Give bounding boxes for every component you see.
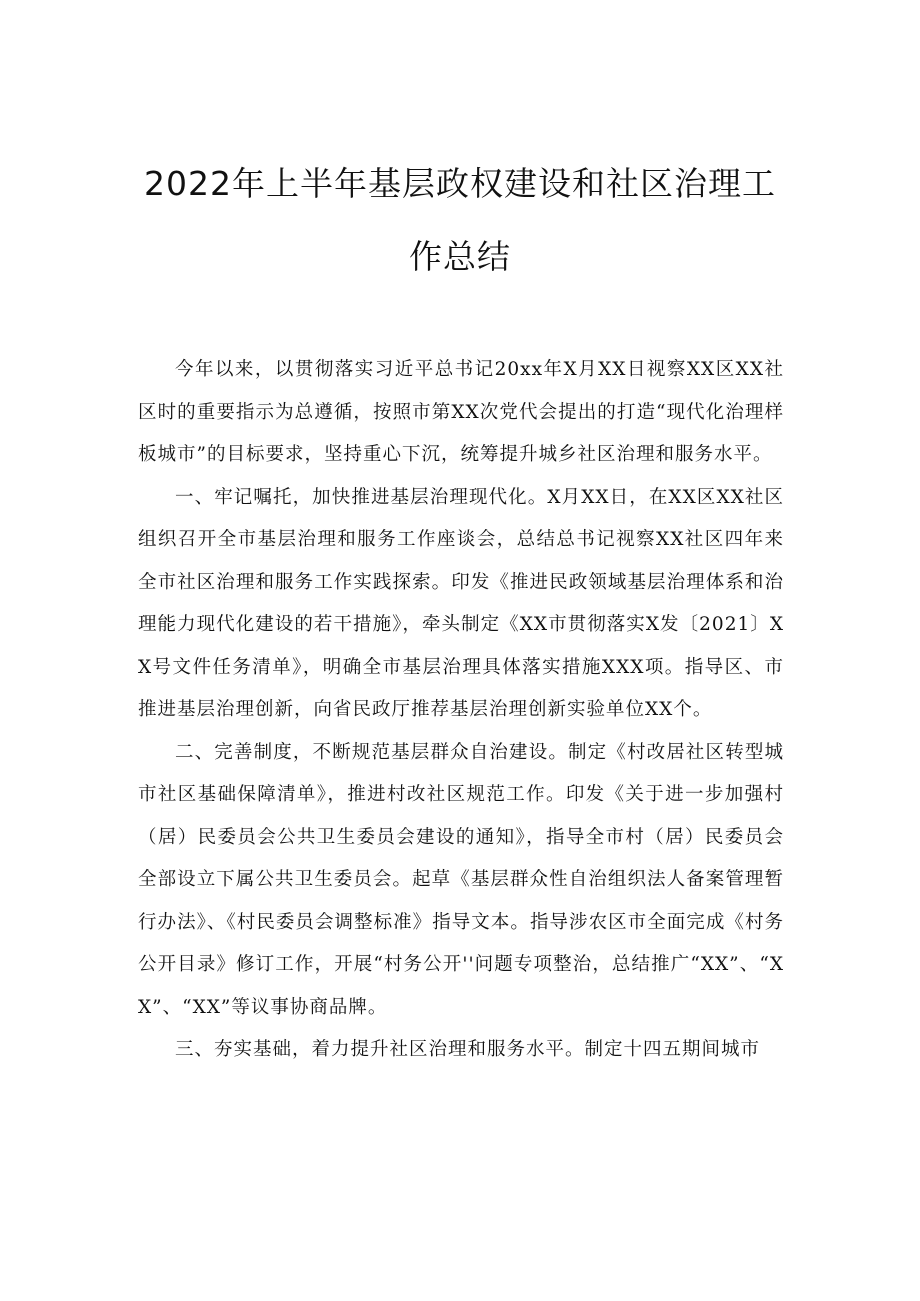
section-1-paragraph: 一、牢记嘱托，加快推进基层治理现代化。X月XX日，在XX区XX社区组织召开全市基层治理和服务工作座谈会，总结总书记视察XX社区四年来全市社区治理和服务工作实践探索。印发《推进民政领域基层治理体系和治理能力现代化建设的若干措施》，牵头制定《XX市贯彻落实X发〔2021〕XX号文件任务清单》，明确全市基层治理具体落实措施XXX项。指导区、市推进基层治理创新，向省民政厅推荐基层治理创新实验单位XX个。: [138, 486, 784, 720]
intro-paragraph: 今年以来，以贯彻落实习近平总书记20xx年X月XX日视察XX区XX社区时的重要指示为总遵循，按照市第XX次党代会提出的打造“现代化治理样板城市”的目标要求，坚持重心下沉，统筹提升城乡社区治理和服务水平。: [138, 359, 784, 465]
section-3-paragraph: 三、夯实基础，着力提升社区治理和服务水平。制定十四五期间城市: [175, 1039, 761, 1060]
title-line-2: 作总结: [409, 237, 511, 276]
section-2-paragraph: 二、完善制度，不断规范基层群众自治建设。制定《村改居社区转型城市社区基础保障清单》，推进村改社区规范工作。印发《关于进一步加强村（居）民委员会公共卫生委员会建设的通知》，指导全市村（居）民委员会全部设立下属公共卫生委员会。起草《基层群众性自治组织法人备案管理暂行办法》、《村民委员会调整标准》指导文本。指导涉农区市全面完成《村务公开目录》修订工作，开展“村务公开''问题专项整治，总结推广“XX”、“XX”、“XX”等议事协商品牌。: [138, 741, 784, 1018]
title-line-1: 2022年上半年基层政权建设和社区治理工: [144, 164, 776, 203]
document-body: [138, 349, 784, 1072]
